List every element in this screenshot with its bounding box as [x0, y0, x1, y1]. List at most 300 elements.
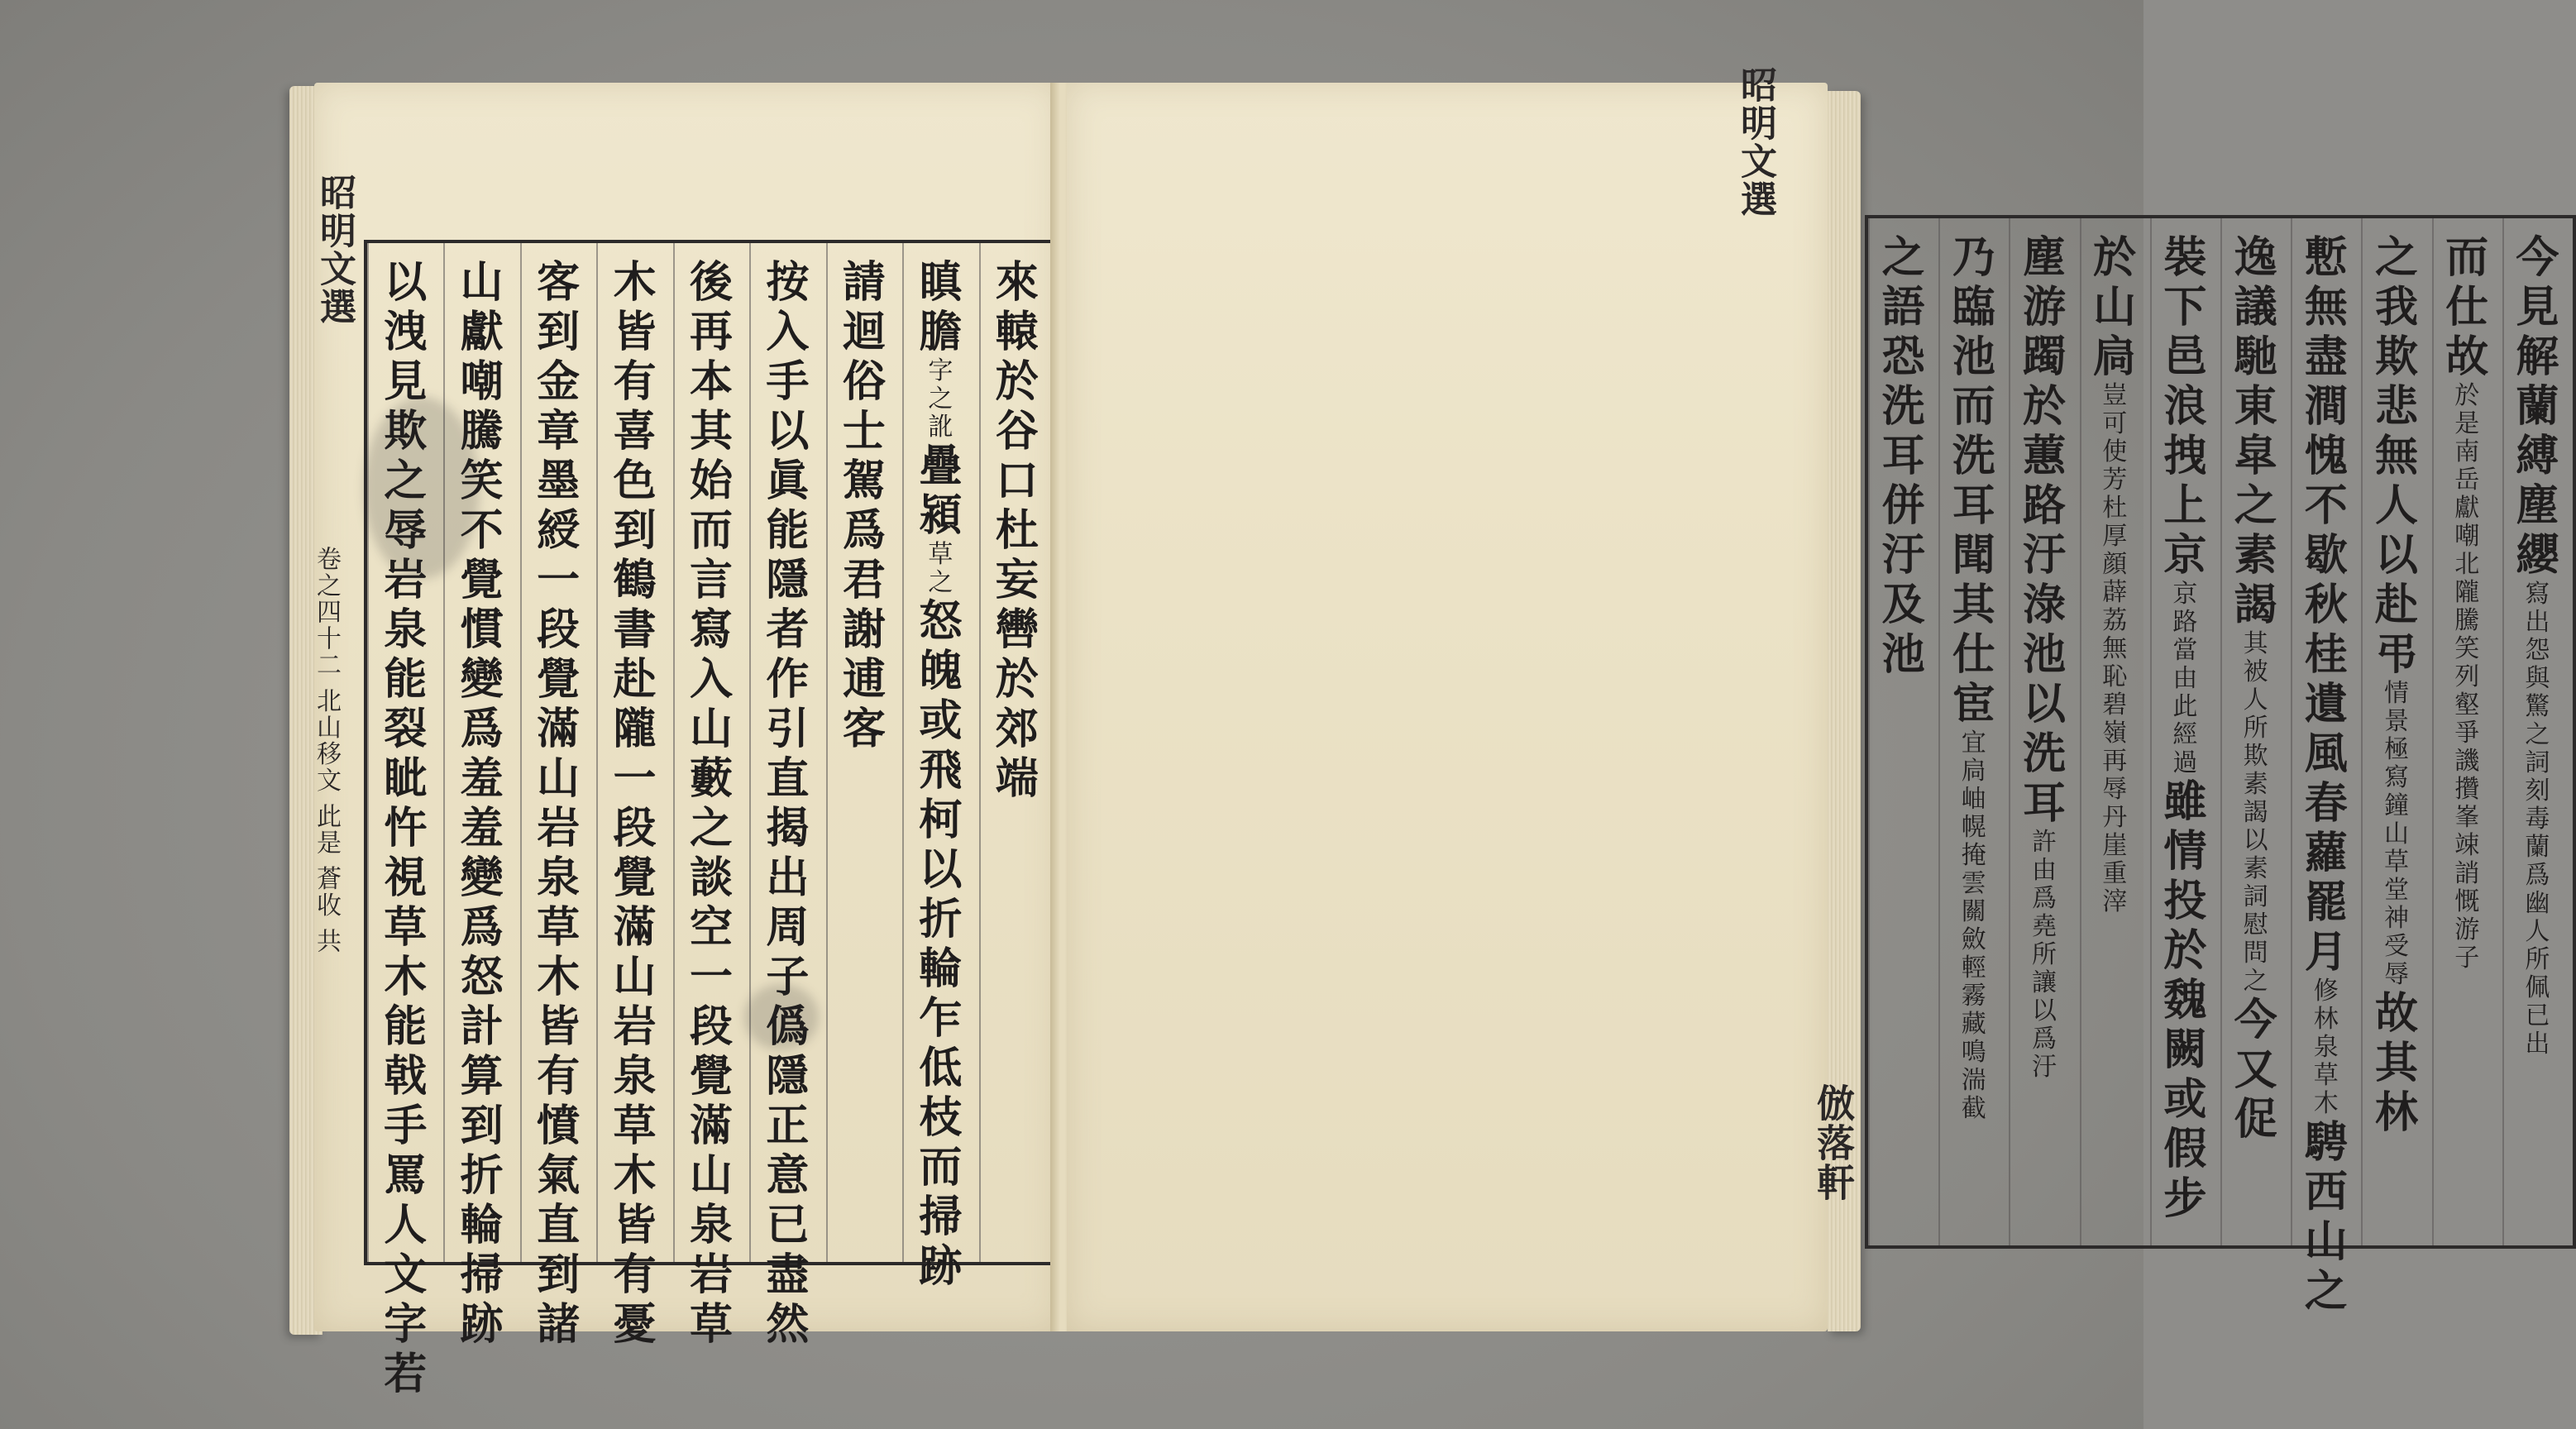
glyph: 霧 [1961, 982, 1986, 1011]
glyph: 枝 [919, 1092, 963, 1143]
right-text-column [1871, 218, 1935, 1245]
glyph: 解 [2516, 332, 2559, 382]
glyph: 嶺 [2102, 719, 2128, 748]
glyph: 欺 [2243, 742, 2268, 771]
glyph: 騰 [460, 406, 504, 456]
glyph: 文 [384, 1250, 428, 1300]
glyph: 山 [460, 257, 504, 308]
glyph: 岩 [689, 1250, 733, 1300]
glyph: 今 [2234, 995, 2277, 1045]
glyph: 爲 [2031, 1025, 2057, 1054]
glyph: 乃 [1952, 232, 1995, 283]
glyph: 堯 [2031, 912, 2057, 941]
glyph: 泉 [2313, 1033, 2339, 1062]
glyph: 騁 [2304, 1117, 2348, 1168]
glyph: 泉 [537, 853, 581, 903]
glyph: 鳴 [1961, 1038, 1986, 1067]
glyph: 直 [537, 1200, 581, 1250]
column-rule [826, 243, 828, 1262]
column-rule [749, 243, 751, 1262]
glyph: 字 [384, 1299, 428, 1350]
glyph: 有 [613, 356, 657, 407]
column-rule [2080, 218, 2081, 1245]
left-text-column [982, 243, 1052, 1262]
column-rule [1868, 218, 1870, 1245]
glyph: 請 [842, 257, 886, 308]
glyph: 變 [460, 853, 504, 903]
glyph: 盡 [766, 1250, 810, 1300]
ink-smudge [744, 984, 819, 1050]
glyph: 欺 [384, 406, 428, 456]
glyph: 出 [2525, 608, 2550, 637]
glyph: 不 [2304, 480, 2348, 531]
glyph: 及 [1881, 580, 1925, 630]
glyph: 碧 [2102, 691, 2128, 719]
column-rule [2220, 218, 2222, 1245]
glyph: 許 [2031, 828, 2057, 857]
left-margin-heading: 昭明文選 [313, 174, 356, 326]
glyph: 素 [2243, 854, 2268, 883]
glyph: 怒 [919, 596, 963, 647]
glyph: 躅 [2022, 332, 2066, 382]
glyph: 駕 [842, 456, 886, 506]
glyph: 宜 [1961, 729, 1986, 758]
glyph: 引 [766, 704, 810, 754]
glyph: 闕 [2163, 1025, 2207, 1075]
glyph: 澗 [2304, 381, 2348, 432]
left-text-column [829, 243, 899, 1262]
glyph: 見 [2516, 282, 2559, 332]
glyph: 林 [2374, 1087, 2418, 1138]
glyph: 遺 [2304, 679, 2348, 729]
glyph: 竦 [2454, 831, 2480, 860]
glyph: 池 [1952, 332, 1995, 382]
glyph: 於 [2163, 925, 2207, 976]
left-page [312, 83, 1059, 1399]
glyph: 厚 [2102, 522, 2128, 551]
glyph: 山 [2383, 820, 2409, 848]
glyph: 滿 [613, 902, 657, 953]
left-text-column [676, 243, 746, 1350]
glyph: 路 [2172, 608, 2198, 637]
right-text-column [2364, 218, 2428, 1245]
right-text-column [2083, 218, 2147, 1245]
glyph: 慨 [2454, 887, 2480, 916]
glyph: 作 [766, 654, 810, 705]
glyph: 仕 [2445, 282, 2489, 332]
glyph: 丹 [2102, 803, 2128, 832]
glyph: 色 [613, 456, 657, 506]
glyph: 毒 [2525, 805, 2550, 834]
glyph: 於 [2022, 381, 2066, 432]
glyph: 赴 [613, 654, 657, 705]
glyph: 俗 [842, 356, 886, 407]
glyph: 膽 [919, 307, 963, 357]
glyph: 慣 [460, 605, 504, 655]
glyph: 假 [2163, 1124, 2207, 1174]
glyph: 春 [2304, 778, 2348, 829]
glyph: 一 [613, 753, 657, 804]
glyph: 於 [995, 356, 1039, 407]
glyph: 掩 [1961, 841, 1986, 870]
glyph: 之 [2525, 720, 2550, 749]
glyph: 獻 [2454, 494, 2480, 523]
column-rule [979, 243, 981, 1262]
glyph: 計 [460, 1001, 504, 1052]
glyph: 風 [2304, 729, 2348, 779]
glyph: 之 [689, 803, 733, 853]
glyph: 汙 [2022, 530, 2066, 581]
glyph: 月 [2304, 927, 2348, 977]
glyph: 京 [2172, 580, 2198, 609]
glyph: 者 [766, 605, 810, 655]
glyph: 杜 [2102, 494, 2128, 523]
glyph: 西 [2304, 1167, 2348, 1217]
glyph: 覺 [689, 1051, 733, 1102]
open-book [289, 66, 2559, 1399]
glyph: 於 [2454, 381, 2480, 410]
glyph: 耳 [1952, 480, 1995, 531]
glyph: 諸 [537, 1299, 581, 1350]
glyph: 泉 [384, 605, 428, 655]
glyph: 謁 [2234, 580, 2277, 630]
glyph: 見 [384, 356, 428, 407]
glyph: 輪 [919, 944, 963, 994]
glyph: 怒 [460, 952, 504, 1002]
column-rule [596, 243, 598, 1262]
glyph: 仕 [1952, 629, 1995, 680]
glyph: 岩 [537, 803, 581, 853]
glyph: 驚 [2525, 692, 2550, 721]
glyph: 滿 [689, 1101, 733, 1151]
glyph: 扃 [1961, 757, 1986, 786]
ink-smudge [364, 397, 480, 579]
glyph: 迴 [842, 307, 886, 357]
glyph: 嘲 [460, 356, 504, 407]
glyph: 下 [2163, 282, 2207, 332]
glyph: 雲 [1961, 869, 1986, 898]
glyph: 直 [766, 753, 810, 804]
glyph: 裂 [384, 704, 428, 754]
glyph: 赴 [2374, 580, 2418, 630]
glyph: 木 [537, 952, 581, 1002]
glyph: 書 [613, 605, 657, 655]
glyph: 罷 [2304, 877, 2348, 928]
right-text-column [1942, 218, 2005, 1245]
glyph: 木 [613, 1150, 657, 1201]
column-rule [902, 243, 904, 1262]
glyph: 關 [1961, 897, 1986, 926]
glyph: 恐 [1881, 332, 1925, 382]
column-rule [443, 243, 445, 1262]
column-rule [2502, 218, 2504, 1245]
glyph: 斂 [1961, 925, 1986, 954]
glyph: 截 [1961, 1094, 1986, 1123]
glyph: 罵 [384, 1150, 428, 1201]
column-rule [367, 243, 369, 1262]
glyph: 浪 [2163, 381, 2207, 432]
right-margin-heading: 昭明文選 [1734, 66, 1776, 218]
glyph: 能 [384, 654, 428, 705]
left-print-frame [364, 240, 1059, 1399]
glyph: 秋 [2304, 580, 2348, 630]
glyph: 由 [2172, 664, 2198, 693]
glyph: 若 [384, 1349, 428, 1399]
glyph: 周 [766, 902, 810, 953]
glyph: 恥 [2102, 662, 2128, 691]
glyph: 而 [919, 1142, 963, 1192]
glyph: 出 [2525, 1030, 2550, 1059]
glyph: 所 [2243, 714, 2268, 743]
glyph: 塵 [2516, 480, 2559, 531]
glyph: 人 [384, 1200, 428, 1250]
glyph: 而 [2445, 232, 2489, 283]
glyph: 柯 [919, 795, 963, 845]
glyph: 語 [1881, 282, 1925, 332]
glyph: 林 [2313, 1005, 2339, 1034]
glyph: 金 [537, 356, 581, 407]
glyph: 東 [2234, 381, 2277, 432]
glyph: 士 [842, 406, 886, 456]
glyph: 謝 [842, 605, 886, 655]
glyph: 其 [1952, 580, 1995, 630]
glyph: 其 [689, 406, 733, 456]
glyph: 列 [2454, 662, 2480, 691]
glyph: 飛 [919, 745, 963, 796]
glyph: 逋 [842, 654, 886, 705]
glyph: 於 [995, 654, 1039, 705]
glyph: 誚 [2454, 859, 2480, 888]
glyph: 慙 [2304, 232, 2348, 283]
glyph: 洗 [2022, 729, 2066, 779]
glyph: 游 [2454, 915, 2480, 944]
glyph: 魏 [2163, 975, 2207, 1025]
glyph: 欺 [2374, 332, 2418, 382]
glyph: 藏 [1961, 1010, 1986, 1039]
glyph: 草 [2383, 848, 2409, 877]
glyph: 併 [1881, 480, 1925, 531]
glyph: 草 [689, 1299, 733, 1350]
glyph: 可 [2102, 409, 2128, 438]
glyph: 湍 [1961, 1066, 1986, 1095]
glyph: 豈 [2102, 381, 2128, 410]
glyph: 受 [2383, 932, 2409, 961]
glyph: 峯 [2454, 803, 2480, 832]
glyph: 怨 [2525, 636, 2550, 665]
glyph: 素 [2243, 770, 2268, 799]
glyph: 客 [842, 704, 886, 754]
glyph: 慰 [2243, 910, 2268, 939]
glyph: 出 [766, 853, 810, 903]
glyph: 本 [689, 356, 733, 407]
glyph: 所 [2031, 940, 2057, 969]
glyph: 而 [689, 505, 733, 556]
glyph: 之 [2374, 232, 2418, 283]
glyph: 歇 [2304, 530, 2348, 581]
column-rule [673, 243, 675, 1262]
glyph: 情 [2383, 679, 2409, 708]
glyph: 京 [2163, 530, 2207, 581]
glyph: 輪 [460, 1200, 504, 1250]
glyph: 幌 [1961, 813, 1986, 842]
glyph: 上 [2163, 480, 2207, 531]
glyph: 草 [613, 1101, 657, 1151]
glyph: 辱 [2383, 960, 2409, 989]
glyph: 爲 [460, 902, 504, 953]
glyph: 談 [689, 853, 733, 903]
right-margin-label: 倣落軒 [1811, 1083, 1856, 1202]
glyph: 憂 [613, 1299, 657, 1350]
glyph: 鐘 [2383, 791, 2409, 820]
glyph: 以 [2374, 530, 2418, 581]
left-text-column [523, 243, 593, 1350]
glyph: 故 [2445, 332, 2489, 382]
glyph: 辱 [2102, 775, 2128, 804]
glyph: 之 [2243, 967, 2268, 996]
glyph: 其 [2243, 629, 2268, 658]
glyph: 所 [2525, 945, 2550, 974]
glyph: 又 [2234, 1044, 2277, 1095]
glyph: 算 [460, 1051, 504, 1102]
glyph: 被 [2243, 657, 2268, 686]
glyph: 辱 [384, 505, 428, 556]
glyph: 當 [2172, 636, 2198, 665]
glyph: 以 [2022, 679, 2066, 729]
glyph: 情 [2163, 826, 2207, 877]
glyph: 顔 [2102, 550, 2128, 579]
glyph: 以 [919, 844, 963, 895]
glyph: 北 [2454, 550, 2480, 579]
glyph: 泉 [613, 1051, 657, 1102]
glyph: 折 [919, 894, 963, 944]
glyph: 到 [613, 505, 657, 556]
glyph: 嘲 [2454, 522, 2480, 551]
glyph: 揭 [766, 803, 810, 853]
glyph: 愧 [2304, 431, 2348, 481]
glyph: 覺 [460, 555, 504, 605]
glyph: 乍 [919, 993, 963, 1044]
glyph: 子 [2454, 944, 2480, 973]
glyph: 魄 [919, 646, 963, 696]
left-margin-subheading: 卷之四十二 北山移文 此是 蒼收 共 [312, 546, 341, 955]
glyph: 其 [2374, 1038, 2418, 1088]
glyph: 故 [2374, 988, 2418, 1039]
glyph: 扃 [2093, 332, 2137, 382]
glyph: 纓 [2516, 530, 2559, 581]
glyph: 幽 [2525, 889, 2550, 918]
glyph: 之 [1881, 232, 1925, 283]
glyph: 跡 [460, 1299, 504, 1350]
glyph: 喜 [613, 406, 657, 456]
glyph: 然 [766, 1299, 810, 1350]
glyph: 皆 [537, 1001, 581, 1052]
glyph: 戟 [384, 1051, 428, 1102]
glyph: 拽 [2163, 431, 2207, 481]
glyph: 藪 [689, 753, 733, 804]
glyph: 以 [2031, 996, 2057, 1025]
right-text-column [2224, 218, 2287, 1245]
glyph: 能 [766, 505, 810, 556]
glyph: 馳 [2234, 332, 2277, 382]
glyph: 正 [766, 1101, 810, 1151]
glyph: 輕 [1961, 953, 1986, 982]
glyph: 促 [2234, 1094, 2277, 1145]
glyph: 轡 [995, 605, 1039, 655]
glyph: 潁 [919, 490, 963, 541]
glyph: 山 [2304, 1216, 2348, 1267]
glyph: 使 [2102, 437, 2128, 466]
glyph: 悲 [2374, 381, 2418, 432]
glyph: 山 [613, 952, 657, 1002]
glyph: 此 [2172, 692, 2198, 721]
glyph: 荔 [2102, 606, 2128, 635]
glyph: 掃 [919, 1192, 963, 1242]
glyph: 隴 [2454, 578, 2480, 607]
glyph: 始 [689, 456, 733, 506]
glyph: 雖 [2163, 777, 2207, 827]
glyph: 皆 [613, 307, 657, 357]
glyph: 不 [460, 505, 504, 556]
glyph: 讓 [2031, 968, 2057, 997]
column-rule [2009, 218, 2010, 1245]
glyph: 口 [995, 456, 1039, 506]
glyph: 蕙 [2022, 431, 2066, 481]
glyph: 折 [460, 1150, 504, 1201]
glyph: 覺 [537, 654, 581, 705]
glyph: 到 [460, 1101, 504, 1151]
glyph: 子 [766, 952, 810, 1002]
glyph: 是 [2454, 409, 2480, 438]
glyph: 洩 [384, 307, 428, 357]
glyph: 步 [2163, 1173, 2207, 1224]
glyph: 攢 [2454, 775, 2480, 804]
glyph: 按 [766, 257, 810, 308]
glyph: 裝 [2163, 232, 2207, 283]
glyph: 章 [537, 406, 581, 456]
glyph: 之 [2304, 1266, 2348, 1317]
glyph: 滿 [537, 704, 581, 754]
glyph: 跡 [919, 1241, 963, 1292]
glyph: 妄 [995, 555, 1039, 605]
glyph: 岩 [613, 1001, 657, 1052]
glyph: 逸 [2234, 232, 2277, 283]
glyph: 眦 [384, 753, 428, 804]
glyph: 後 [689, 257, 733, 308]
glyph: 路 [2022, 480, 2066, 531]
glyph: 到 [537, 307, 581, 357]
glyph: 芳 [2102, 466, 2128, 495]
glyph: 訛 [928, 413, 953, 442]
left-text-column [370, 243, 440, 1399]
glyph: 薜 [2102, 578, 2128, 607]
glyph: 問 [2243, 939, 2268, 968]
glyph: 山 [689, 1150, 733, 1201]
glyph: 能 [384, 1001, 428, 1052]
glyph: 憤 [537, 1101, 581, 1151]
glyph: 爲 [842, 505, 886, 556]
right-text-column [2153, 218, 2217, 1245]
glyph: 爭 [2454, 719, 2480, 748]
glyph: 墨 [537, 456, 581, 506]
glyph: 泉 [689, 1200, 733, 1250]
glyph: 草 [384, 902, 428, 953]
glyph: 弔 [2374, 629, 2418, 680]
column-rule [2361, 218, 2363, 1245]
glyph: 人 [2374, 480, 2418, 531]
glyph: 有 [537, 1051, 581, 1102]
glyph: 汙 [1881, 530, 1925, 581]
glyph: 堂 [2383, 876, 2409, 905]
